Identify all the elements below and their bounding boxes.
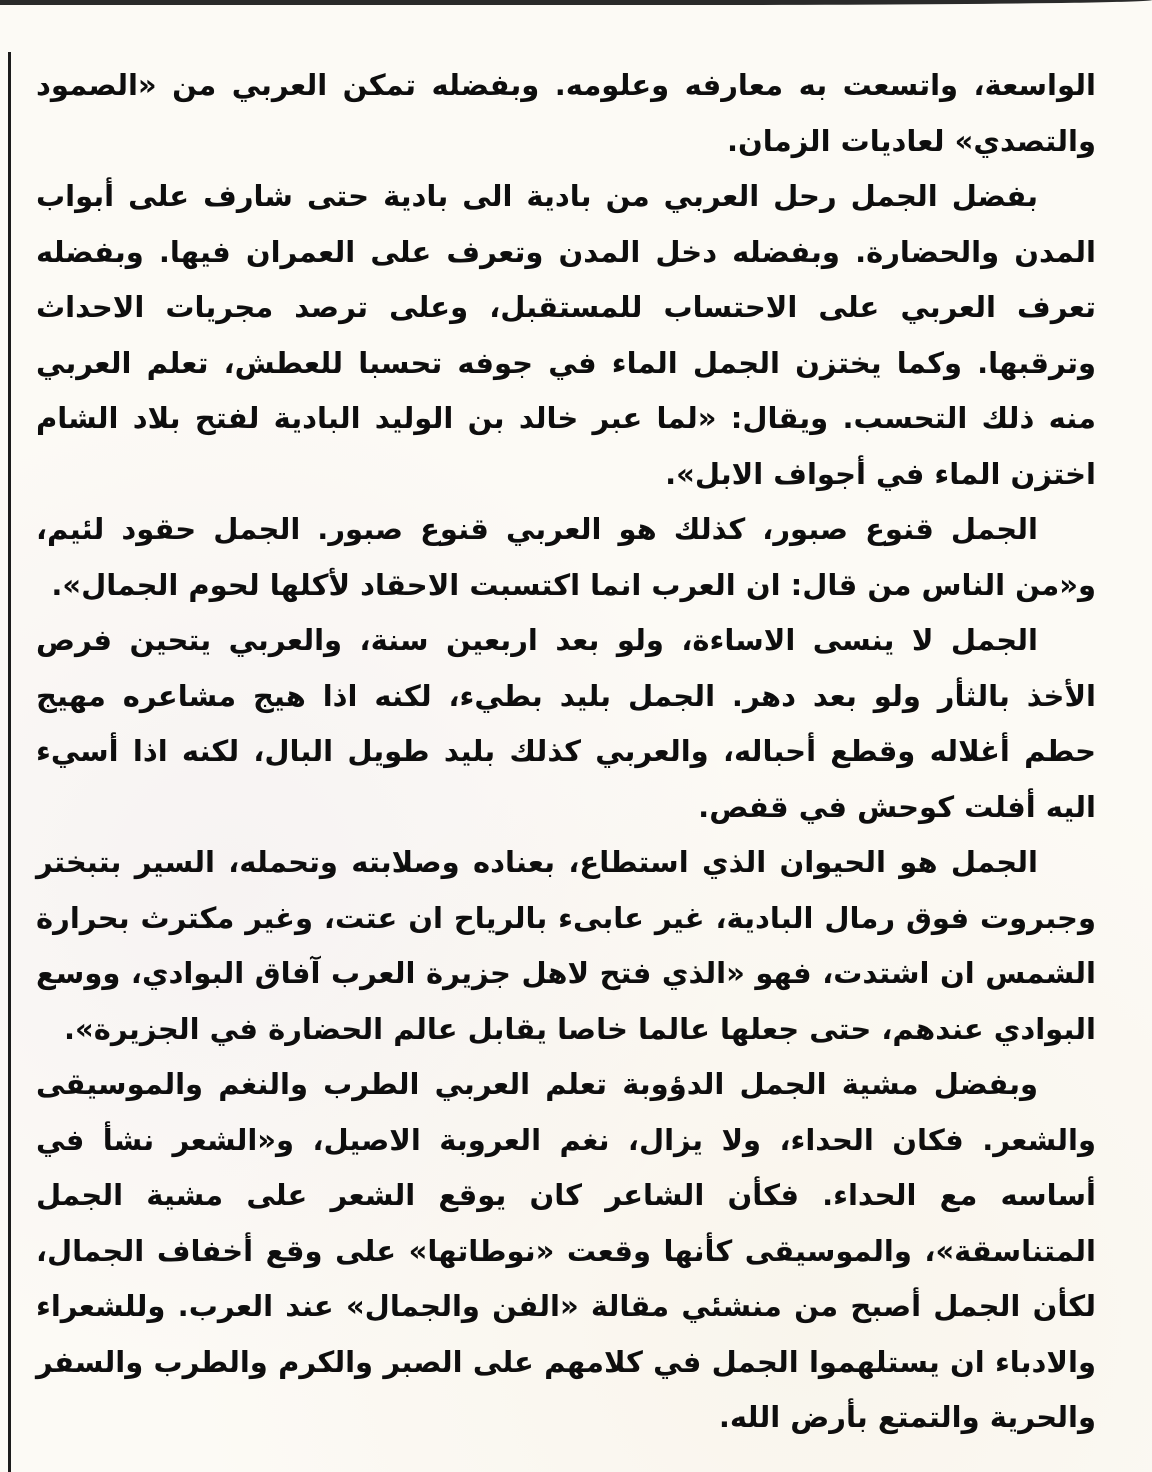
paragraph-camel-civilization: بفضل الجمل رحل العربي من بادية الى بادية حتى شارف على أبواب المدن والحضارة. وبفضله دخل المدن وتعرف على العمران فيها. وبفضله تعرف العربي على الاحتساب للمستقبل، وعلى ترصد مجريات الاحداث وترقبها. وكما يختزن الجمل الماء في جوفه تحسبا للعطش، تعلم العربي منه ذلك التحسب. ويقال: «لما عبر خالد بن الوليد البادية لفتح بلاد الشام اختزن الماء في أجواف الابل». xyxy=(36,179,1096,491)
paragraph-camel-patience: الجمل قنوع صبور، كذلك هو العربي قنوع صبور. الجمل حقود لئيم، و«من الناس من قال: ان العرب انما اكتسبت الاحقاد لأكلها لحوم الجمال». xyxy=(36,512,1096,602)
paragraph-continuation: الواسعة، واتسعت به معارفه وعلومه. وبفضله تمكن العربي من «الصمود والتصدي» لعاديات الزمان. xyxy=(36,68,1096,158)
paragraph-camel-grudge: الجمل لا ينسى الاساءة، ولو بعد اربعين سنة، والعربي يتحين فرص الأخذ بالثأر ولو بعد دهر. الجمل بليد بطيء، لكنه اذا هيج مشاعره مهيج حطم أغلاله وقطع أحباله، والعربي كذلك بليد طويل البال، لكنه اذا أسيء اليه أفلت كوحش في قفص. xyxy=(36,623,1096,824)
column-divider-rule xyxy=(8,52,11,1472)
paragraph-camel-music-poetry: وبفضل مشية الجمل الدؤوبة تعلم العربي الطرب والنغم والموسيقى والشعر. فكان الحداء، ولا يزال، نغم العروبة الاصيل، و«الشعر نشأ في أساسه مع الحداء. فكأن الشاعر كان يوقع الشعر على مشية الجمل المتناسقة»، والموسيقى كأنها وقعت «نوطاتها» على وقع أخفاف الجمال، لكأن الجمل أصبح من منشئي مقالة «الفن والجمال» عند العرب. وللشعراء والادباء ان يستلهموا الجمل في كلامهم على الصبر والكرم والطرب والسفر والحرية والتمتع بأرض الله. xyxy=(36,1067,1096,1434)
top-border-rule xyxy=(0,0,1152,5)
paragraph-camel-endurance: الجمل هو الحيوان الذي استطاع، بعناده وصلابته وتحمله، السير بتبختر وجبروت فوق رمال البادية، غير عابىء بالرياح ان عتت، وغير مكترث بحرارة الشمس ان اشتدت، فهو «الذي فتح لاهل جزيرة العرب آفاق البوادي، ووسع البوادي عندهم، حتى جعلها عالما خاصا يقابل عالم الحضارة في الجزيرة». xyxy=(36,845,1096,1046)
article-column xyxy=(36,58,1096,1446)
